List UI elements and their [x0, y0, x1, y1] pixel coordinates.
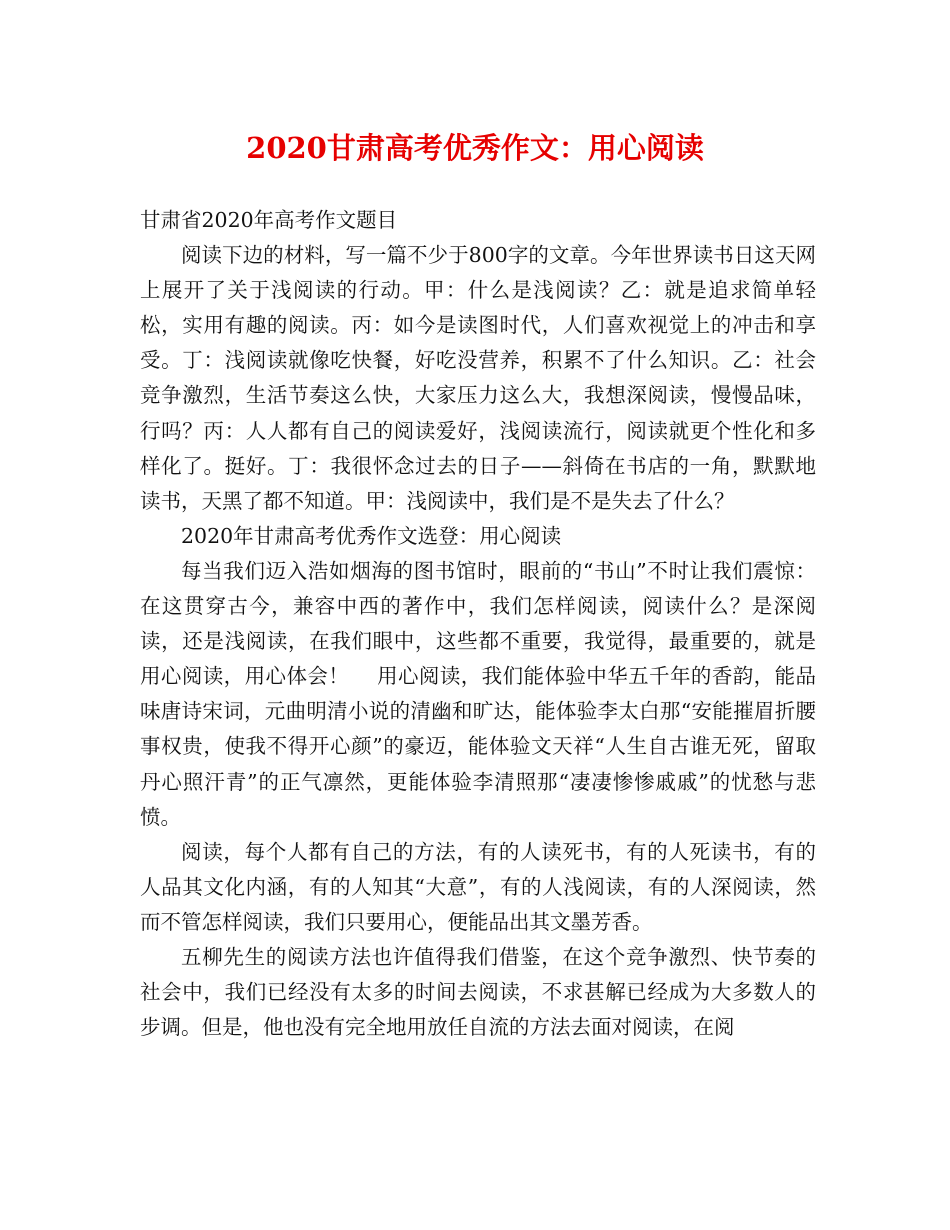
paragraph-essay-1: 每当我们迈入浩如烟海的图书馆时，眼前的“书山”不时让我们震惊：在这贯穿古今，兼容中西的著作中，我们怎样阅读，阅读什么？是深阅读，还是浅阅读，在我们眼中，这些都不重要，我觉得，最重要的，就是用心阅读，用心体会！ 用心阅读，我们能体验中华五千年的香韵，能品味唐诗宋词，元曲明清小说的清幽和旷达，能体验李太白那“安能摧眉折腰事权贵，使我不得开心颜”的豪迈，能体验文天祥“人生自古谁无死，留取丹心照汗青”的正气凛然，更能体验李清照那“凄凄惨惨戚戚”的忧愁与悲愤。 — [140, 558, 816, 829]
paragraph-essay-2: 阅读，每个人都有自己的方法，有的人读死书，有的人死读书，有的人品其文化内涵，有的人知其“大意”，有的人浅阅读，有的人深阅读，然而不管怎样阅读，我们只要用心，便能品出其文墨芳香。 — [140, 839, 816, 934]
document-body — [140, 203, 816, 1045]
paragraph-essay-heading: 2020年甘肃高考优秀作文选登：用心阅读 — [181, 523, 562, 548]
paragraph-exam-heading: 甘肃省2020年高考作文题目 — [140, 208, 398, 232]
paragraph-prompt: 阅读下边的材料，写一篇不少于800字的文章。今年世界读书日这天网上展开了关于浅阅读的行动。甲：什么是浅阅读？乙：就是追求简单轻松，实用有趣的阅读。丙：如今是读图时代，人们喜欢视觉上的冲击和享受。丁：浅阅读就像吃快餐，好吃没营养，积累不了什么知识。乙：社会竞争激烈，生活节奏这么快，大家压力这么大，我想深阅读，慢慢品味，行吗？丙：人人都有自己的阅读爱好，浅阅读流行，阅读就更个性化和多样化了。挺好。丁：我很怀念过去的日子——斜倚在书店的一角，默默地读书，天黑了都不知道。甲：浅阅读中，我们是不是失去了什么？ — [140, 243, 816, 513]
document-title: 2020甘肃高考优秀作文：用心阅读 — [246, 131, 704, 165]
paragraph-essay-3: 五柳先生的阅读方法也许值得我们借鉴，在这个竞争激烈、快节奏的社会中，我们已经没有太多的时间去阅读，不求甚解已经成为大多数人的步调。但是，他也没有完全地用放任自流的方法去面对阅读，在阅 — [140, 944, 816, 1040]
